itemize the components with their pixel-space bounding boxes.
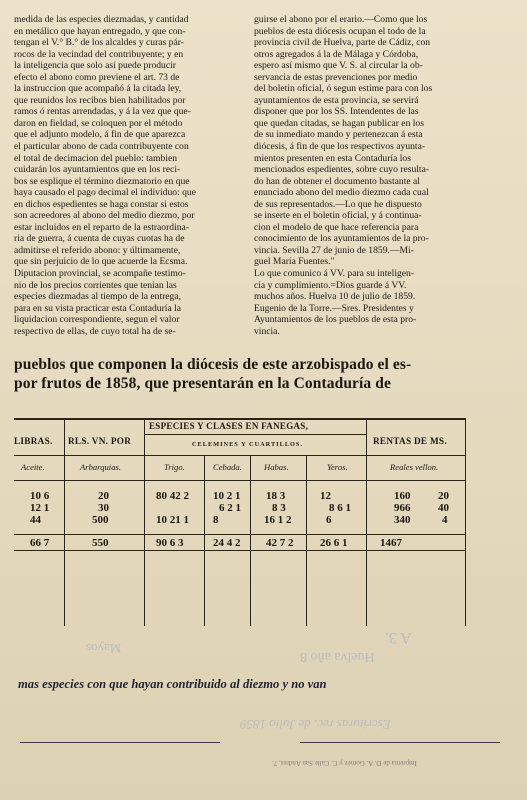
right-column-line: espero así mismo que V. S. al circular la ob- bbox=[254, 60, 423, 72]
left-column-line: tengan el V.° B.° de los alcaldes y curas pár- bbox=[14, 37, 184, 49]
right-column-line: muchos años. Huelva 10 de julio de 1859. bbox=[254, 291, 416, 303]
right-column-line: servancia de estas prevenciones por medio bbox=[254, 71, 418, 83]
col-sep-7 bbox=[465, 418, 466, 626]
subheader-trigo: Trigo. bbox=[164, 462, 185, 472]
cell-trigo: 80 42 2 bbox=[156, 490, 189, 502]
right-column-line: otros agregados á la de Málaga y Córdoba, bbox=[254, 48, 419, 60]
header-especies: ESPECIES Y CLASES EN FANEGAS, bbox=[149, 421, 309, 431]
right-column-line: mencionados espedientes, sobre cuyo resulta- bbox=[254, 164, 430, 176]
total-rls: 550 bbox=[92, 537, 109, 549]
right-column-line: cion el modelo de que hace referencia para bbox=[254, 221, 419, 233]
subheader-reales-vellon: Reales vellon. bbox=[390, 462, 439, 472]
right-column-line: cia y cumplimiento.=Dios guarde á VV. bbox=[254, 279, 407, 291]
cell-rentas-frac: 4 bbox=[442, 514, 448, 526]
right-column-line: vincia. Sevilla 27 de junio de 1859.—Mi- bbox=[254, 244, 414, 256]
left-column-line: daron en fieldad, se coloquen por el método bbox=[14, 117, 183, 129]
left-column-line: haya causado el pago decimal el individuo: que bbox=[14, 187, 196, 199]
right-text-column bbox=[254, 14, 489, 337]
left-column-line: respectivo de ellas, de cuyo total ha de se- bbox=[14, 325, 176, 337]
bleed-through-text-4: Huelva año 8 bbox=[300, 649, 375, 664]
left-column-line: que sin perjuicio de lo que acuerde la Ecsma. bbox=[14, 256, 188, 268]
cell-rls: 500 bbox=[92, 514, 109, 526]
left-column-line: rocos de la vecindad del contribuyente; y en bbox=[14, 48, 184, 60]
right-column-line: disponer que por los SS. Intendentes de las bbox=[254, 106, 419, 118]
table-total-rule-2 bbox=[14, 550, 466, 551]
left-column-line: la instruccion que acompañó á la citada ley, bbox=[14, 83, 182, 95]
right-column-line: conocimiento de los ayuntamientos de la pro- bbox=[254, 233, 429, 245]
cell-rls: 20 bbox=[98, 490, 109, 502]
right-column-line: provincia civil de Huelva, parte de Cádiz, con bbox=[254, 37, 431, 49]
bottom-rule-1 bbox=[20, 742, 220, 743]
cell-rentas-frac: 20 bbox=[438, 490, 449, 502]
tithe-table bbox=[14, 418, 466, 626]
table-title-line-1: pueblos que componen la diócesis de este arzobispado el es- bbox=[14, 356, 412, 373]
total-rentas: 1467 bbox=[380, 537, 402, 549]
cell-habas: 8 3 bbox=[272, 502, 286, 514]
bleed-through-text-1: A 3. bbox=[385, 629, 412, 646]
left-column-line: el total de decimacion del pueblo: tambien bbox=[14, 152, 178, 164]
left-column-line: la inteligencia que solo así puede producir bbox=[14, 60, 176, 72]
subheader-yeros: Yeros. bbox=[327, 462, 348, 472]
subheader-arbarquias: Arbarquias. bbox=[80, 462, 121, 472]
cell-cebada: 6 2 1 bbox=[219, 502, 241, 514]
right-column-line: que quedan citadas, se hagan publicar en los bbox=[254, 117, 424, 129]
cell-rentas: 160 bbox=[394, 490, 411, 502]
left-column-line: especies diezmadas al tiempo de la entrega, bbox=[14, 291, 182, 303]
total-yeros: 26 6 1 bbox=[320, 537, 348, 549]
total-trigo: 90 6 3 bbox=[156, 537, 184, 549]
right-column-line: Eugenio de la Torre.—Sres. Presidentes y bbox=[254, 302, 414, 314]
left-column-line: el particular abono de cada contribuyente con bbox=[14, 141, 189, 153]
left-column-line: admitirse el referido abono: y últimamente, bbox=[14, 244, 181, 256]
right-column-line: do han de obtener el documento bastante al bbox=[254, 175, 420, 187]
right-column-line: ayuntamientos de esta provincia, se servirá bbox=[254, 94, 419, 106]
right-column-line: enunciado abono del medio diezmo cada cual bbox=[254, 187, 429, 199]
right-column-line: Ayuntamientos de los pueblos de esta pro- bbox=[254, 314, 417, 326]
left-text-column bbox=[14, 14, 249, 337]
subheader-habas: Habas. bbox=[264, 462, 289, 472]
cell-rentas-frac: 40 bbox=[438, 502, 449, 514]
bleed-through-text-3: Mayos bbox=[86, 641, 122, 656]
cell-libras: 10 6 bbox=[30, 490, 50, 502]
right-column-line: del boletin oficial, ó segun estime para con los bbox=[254, 83, 433, 95]
col-sep-1 bbox=[64, 418, 65, 626]
bottom-rule-2 bbox=[300, 742, 500, 743]
left-column-line: efecto el abono como previene el art. 73 de bbox=[14, 71, 180, 83]
header-rls-vn-por: RLS. VN. POR bbox=[68, 436, 132, 446]
table-total-rule bbox=[14, 534, 466, 535]
cell-libras: 12 1 bbox=[30, 502, 50, 514]
right-column-line: se inserte en el boletin oficial, y á continua- bbox=[254, 210, 422, 222]
left-column-line: para en su vista practicar esta Contaduría la bbox=[14, 302, 182, 314]
right-column-line: pueblos de esta diócesis ocupan el todo de la bbox=[254, 25, 426, 37]
col-sep-4 bbox=[250, 455, 251, 626]
right-column-line: Lo que comunico á VV. para su inteligen- bbox=[254, 268, 415, 280]
left-column-line: liquidacion correspondiente, segun el valor bbox=[14, 314, 180, 326]
col-sep-2 bbox=[144, 418, 145, 626]
cell-yeros: 12 bbox=[320, 490, 331, 502]
header-rentas: RENTAS DE MS. bbox=[373, 436, 447, 446]
left-column-line: que reunidos los recibos bien habilitados por bbox=[14, 94, 186, 106]
total-habas: 42 7 2 bbox=[266, 537, 294, 549]
right-column-line: de sus representados.—Lo que he dispuesto bbox=[254, 198, 422, 210]
col-sep-3 bbox=[204, 455, 205, 626]
col-sep-6 bbox=[366, 418, 367, 626]
left-column-line: ramos ó rentas arrendadas, y á la vez que que- bbox=[14, 106, 191, 118]
cell-habas: 16 1 2 bbox=[264, 514, 292, 526]
total-cebada: 24 4 2 bbox=[213, 537, 241, 549]
cell-cebada: 8 bbox=[213, 514, 219, 526]
right-column-line: mientos presenten en esta Contaduría los bbox=[254, 152, 411, 164]
cell-habas: 18 3 bbox=[266, 490, 286, 502]
left-column-line: son acreedores al abono del medio diezmo, por bbox=[14, 210, 195, 222]
cell-trigo: 10 21 1 bbox=[156, 514, 189, 526]
right-column-line: diócesis, á fin de que los respectivos ayunta- bbox=[254, 141, 426, 153]
table-title-line-2: por frutos de 1858, que presentarán en la Contaduría de bbox=[14, 375, 391, 392]
printer-imprint: Imprenta de D. A. Gomez y C. Calle San Andres, 7. bbox=[272, 759, 417, 767]
continuation-line: mas especies con que hayan contribuido al diezmo y no van bbox=[18, 677, 327, 691]
header-libras: LIBRAS. bbox=[14, 436, 53, 446]
col-sep-5 bbox=[306, 455, 307, 626]
cell-rls: 30 bbox=[98, 502, 109, 514]
table-body-rule bbox=[14, 480, 466, 481]
subheader-aceite: Aceite. bbox=[21, 462, 45, 472]
table-top-rule bbox=[14, 418, 466, 420]
total-libras: 66 7 bbox=[30, 537, 50, 549]
right-column-line: guirse el abono por el erario.—Como que los bbox=[254, 14, 428, 25]
left-column-line: en metálico que hayan entregado, y que con- bbox=[14, 25, 186, 37]
header-especies-sub: CELEMINES Y CUARTILLOS. bbox=[192, 441, 304, 448]
left-column-line: estar incluidos en el reparto de la estraordina- bbox=[14, 221, 190, 233]
cell-cebada: 10 2 1 bbox=[213, 490, 241, 502]
cell-rentas: 340 bbox=[394, 514, 411, 526]
right-column-line: vincia. bbox=[254, 325, 280, 337]
especies-sub-rule bbox=[144, 434, 366, 435]
left-column-line: medida de las especies diezmadas, y cantidad bbox=[14, 14, 189, 25]
cell-libras: 44 bbox=[30, 514, 41, 526]
cell-yeros: 8 6 1 bbox=[329, 502, 351, 514]
left-column-line: ria de guerra, á cuenta de cuyas cuotas ha de bbox=[14, 233, 185, 245]
left-column-line: Diputacion provincial, se acompañe testimo- bbox=[14, 268, 186, 280]
table-header-rule bbox=[14, 455, 466, 456]
left-column-line: cuidarán los ayuntamientos que en los reci- bbox=[14, 164, 181, 176]
right-column-line: guel María Fuentes." bbox=[254, 256, 335, 268]
bleed-through-text-2: Escrituras rec. de Julio 1859 bbox=[240, 717, 391, 732]
left-column-line: nio de los precios corrientes que tenian las bbox=[14, 279, 177, 291]
cell-yeros: 6 bbox=[326, 514, 332, 526]
left-column-line: bos se esplique el término diezmatorio en que bbox=[14, 175, 190, 187]
right-column-line: de su inmediato mando y pertenezcan á esta bbox=[254, 129, 423, 141]
cell-rentas: 966 bbox=[394, 502, 411, 514]
left-column-line: que el adjunto modelo, á fin de que aparezca bbox=[14, 129, 186, 141]
subheader-cebada: Cebada. bbox=[213, 462, 242, 472]
left-column-line: en dichos espedientes se haga constar si estos bbox=[14, 198, 189, 210]
